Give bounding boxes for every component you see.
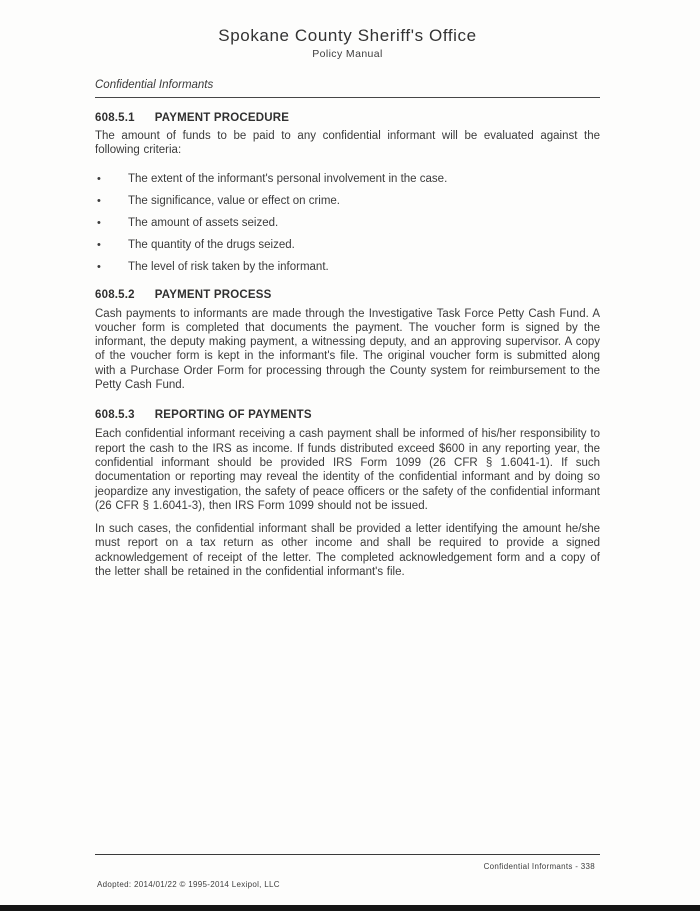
list-item: [95, 260, 600, 274]
list-item: [95, 172, 600, 186]
bullet-icon: •: [97, 194, 101, 207]
document-title: Confidential Informants: [95, 79, 214, 91]
list-item: [95, 194, 600, 208]
section-heading: [95, 408, 600, 422]
section-paragraph: In such cases, the confidential informant shall be provided a letter identifying the amount he/she must report on a tax return as other income and shall be required to provide a signed acknowledgement of receipt of the letter. The completed acknowledgement form and a copy of the letter shall be retained in the confidential informant's file.: [95, 523, 600, 579]
section-number: 608.5.3: [95, 409, 135, 422]
bullet-icon: •: [97, 260, 101, 273]
list-item-text: The amount of assets seized.: [128, 216, 279, 229]
manual-subtitle: Policy Manual: [312, 48, 383, 60]
section-paragraph: Each confidential informant receiving a cash payment shall be informed of his/her responsibility to report the cash to the IRS as income. If funds distributed exceed $600 in any reporting year, the confidential informant should be provided IRS Form 1099 (26 CFR § 1.6041-1). If such documentation or reporting may reveal the identity of the confidential informant and by doing so jeopardize any investigation, the safety of peace officers or the safety of the confidential informant (26 CFR § 1.6041-3), then IRS Form 1099 should not be issued.: [95, 428, 600, 512]
bullet-icon: •: [97, 216, 101, 229]
footer-rule: [95, 854, 600, 855]
list-item: [95, 216, 600, 230]
section-heading: [95, 111, 600, 125]
content-column: [95, 0, 600, 579]
section-heading-label: REPORTING OF PAYMENTS: [154, 409, 312, 422]
list-item-text: The significance, value or effect on crime.: [128, 194, 341, 207]
header-rule: [95, 97, 600, 98]
section-paragraph: Cash payments to informants are made through the Investigative Task Force Petty Cash Fund. A voucher form is completed that documents the payment. The voucher form is signed by the informant, the deputy making payment, a witnessing deputy, and an approving supervisor. A copy of the voucher form is kept in the informant's file. The original voucher form is submitted along with a Purchase Order Form for processing through the County system for reimbursement to the Petty Cash Fund.: [95, 307, 600, 392]
list-item: [95, 238, 600, 252]
footer-page-label: Confidential Informants - 338: [483, 862, 595, 871]
list-item-text: The extent of the informant's personal involvement in the case.: [128, 172, 448, 185]
section-intro-paragraph: The amount of funds to be paid to any confidential informant will be evaluated against the following criteria:: [95, 130, 600, 157]
criteria-bullet-list: [95, 172, 600, 274]
section-payment-process: [95, 288, 600, 393]
section-number: 608.5.2: [95, 288, 135, 301]
bullet-icon: •: [97, 172, 101, 185]
section-payment-procedure: [95, 111, 600, 274]
section-reporting-of-payments: [95, 408, 600, 579]
page-title: Spokane County Sheriff's Office: [218, 26, 477, 45]
list-item-text: The level of risk taken by the informant.: [128, 260, 329, 273]
footer-adopted-note: Adopted: 2014/01/22 © 1995-2014 Lexipol, LLC: [97, 880, 280, 889]
section-heading-label: PAYMENT PROCEDURE: [154, 112, 290, 124]
bullet-icon: •: [97, 238, 101, 251]
list-item-text: The quantity of the drugs seized.: [128, 238, 295, 251]
section-heading-label: PAYMENT PROCESS: [154, 288, 272, 301]
section-heading: [95, 288, 600, 302]
page-bottom-scan-edge: [0, 905, 700, 911]
section-number: 608.5.1: [95, 112, 135, 124]
